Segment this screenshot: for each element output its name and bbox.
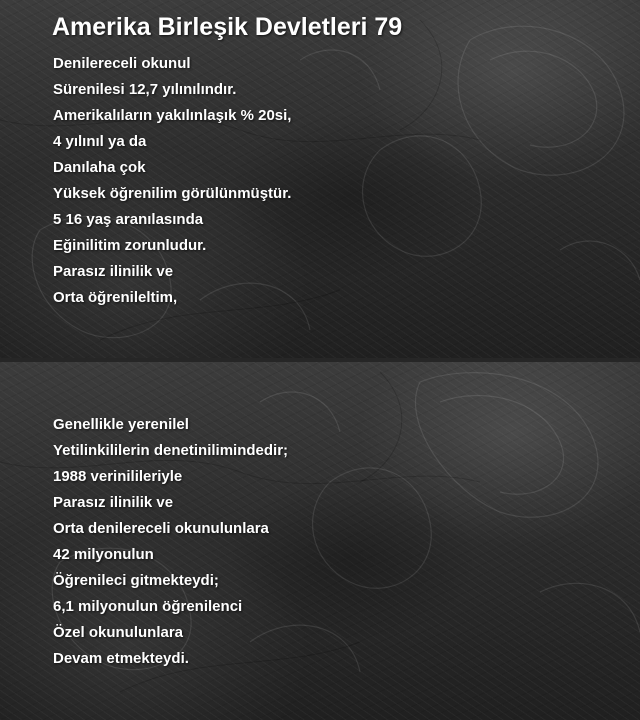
poem-line: 4 yılınıl ya da — [53, 133, 147, 150]
poem-stanza-2 — [53, 412, 288, 672]
poem-panel-bottom — [0, 362, 640, 720]
poem-line: Parasız ilinilik ve — [53, 494, 174, 511]
poem-line: Yetilinkililerin denetinilimindedir; — [53, 442, 289, 459]
poem-line: 5 16 yaş aranılasında — [53, 211, 204, 228]
poem-line: Sürenilesi 12,7 yılınılındır. — [53, 81, 237, 98]
poem-panel-top — [0, 0, 640, 358]
poem-line: Devam etmekteydi. — [53, 650, 189, 667]
poem-line: 1988 verinilileriyle — [53, 468, 183, 485]
poem-line: Yüksek öğrenilim görülünmüştür. — [53, 185, 292, 202]
poem-line: Denilereceli okunul — [53, 55, 191, 72]
poem-stanza-1 — [53, 51, 291, 311]
poem-line: 6,1 milyonulun öğrenilenci — [53, 598, 243, 615]
poem-line: Genellikle yerenilel — [53, 416, 189, 433]
poem-line: Orta denilereceli okunulunlara — [53, 520, 269, 537]
poem-line: Eğinilitim zorunludur. — [53, 237, 207, 254]
poem-line: Özel okunulunlara — [53, 624, 184, 641]
poem-title: Amerika Birleşik Devletleri 79 — [52, 13, 403, 41]
poem-line: Amerikalıların yakılınlaşık % 20si, — [53, 107, 292, 124]
poem-line: Parasız ilinilik ve — [53, 263, 174, 280]
poem-line: Danılaha çok — [53, 159, 146, 176]
poem-line: Öğrenileci gitmekteydi; — [53, 572, 219, 589]
poem-line: Orta öğrenileltim, — [53, 289, 178, 306]
poem-line: 42 milyonulun — [53, 546, 154, 563]
